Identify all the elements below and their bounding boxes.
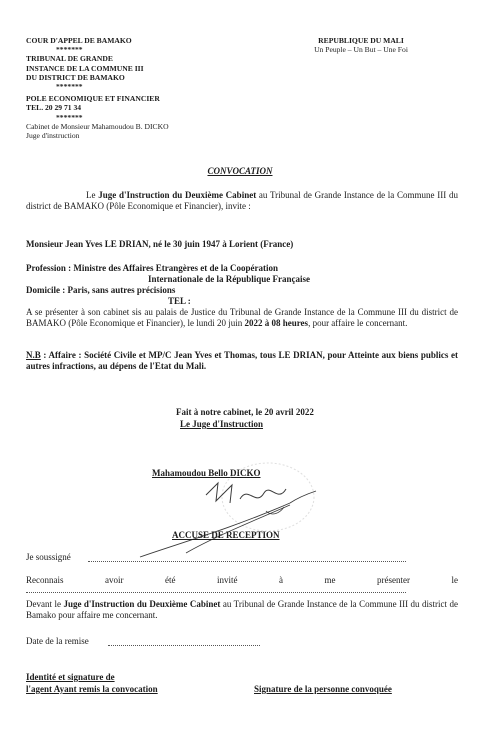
summons-part2: , pour affaire le concernant.	[308, 318, 408, 329]
pole-economique: POLE ECONOMIQUE ET FINANCIER	[26, 94, 160, 104]
signed-role: Le Juge d'Instruction	[180, 419, 264, 429]
before-bold: Juge d'Instruction du Deuxième Cabinet	[63, 599, 221, 609]
ack-word-6: me	[324, 575, 336, 585]
ack-word-8: le	[451, 575, 458, 585]
tel-number: TEL. 20 29 71 34	[26, 103, 82, 113]
court-appeal: COUR D'APPEL DE BAMAKO	[26, 36, 132, 45]
acknowledge-dotted-line[interactable]	[26, 586, 406, 593]
cabinet-name: Cabinet de Monsieur Mahamoudou B. DICKO	[26, 121, 169, 131]
delivery-date-label: Date de la remise	[26, 636, 89, 646]
summons-paragraph	[26, 307, 458, 329]
before-part2: au Tribunal de Grande Instance de la Commune III du district de Bamako pour affaire me concernant.	[26, 599, 458, 621]
before-part1: Devant le	[26, 599, 64, 609]
right-header	[276, 36, 446, 54]
handwritten-signature	[120, 455, 360, 565]
stars-2: *******	[56, 82, 83, 92]
stars-1: *******	[56, 45, 83, 55]
left-header	[26, 36, 226, 140]
person-line: Monsieur Jean Yves LE DRIAN, né le 30 juin 1947 à Lorient (France)	[26, 239, 294, 249]
tribunal-line1: TRIBUNAL DE GRANDE	[26, 54, 113, 64]
ack-word-3: été	[165, 575, 176, 585]
juge-instruction-label: Juge d'instruction	[26, 131, 80, 141]
agent-signature-line1: Identité et signature de	[26, 672, 115, 682]
tribunal-line3: DU DISTRICT DE BAMAKO	[26, 72, 125, 82]
nb-paragraph	[26, 350, 458, 372]
ack-word-4: invité	[217, 575, 238, 585]
signed-place-date: Fait à notre cabinet, le 20 avril 2022	[176, 407, 314, 417]
tel-label: TEL :	[168, 296, 191, 306]
summons-bold: 2022 à 08 heures	[244, 318, 309, 329]
nb-text: : Affaire : Société Civile et MP/C Jean Yves et Thomas, tous LE DRIAN, pour Atteinte aux biens publics et autres infractions, au dépens de l'Etat du Mali.	[26, 350, 458, 372]
tribunal-line2: INSTANCE DE LA COMMUNE III	[26, 63, 144, 73]
ack-word-1: Reconnais	[26, 575, 64, 585]
intro-part1: Le	[86, 190, 99, 200]
stars-3: *******	[56, 112, 83, 122]
ack-word-7: présenter	[377, 575, 410, 585]
judge-name: Mahamoudou Bello DICKO	[152, 468, 261, 478]
intro-part2: au Tribunal de Grande Instance de la Commune III du district de BAMAKO (Pôle Economique et Financier), invite :	[26, 190, 458, 212]
nb-label: N.B	[26, 350, 41, 360]
ack-word-2: avoir	[105, 575, 124, 585]
undersigned-label: Je soussigné	[26, 552, 71, 562]
convoked-signature: Signature de la personne convoquée	[254, 684, 392, 694]
motto: Un Peuple – Un But – Une Foi	[314, 45, 408, 55]
acknowledge-line	[26, 575, 458, 586]
intro-paragraph	[26, 190, 458, 212]
receipt-title: ACCUSE DE RECEPTION	[172, 530, 280, 540]
profession-line2: Internationale de la République Française	[148, 274, 311, 284]
before-paragraph	[26, 599, 458, 621]
agent-signature-line2: l'agent Ayant remis la convocation	[26, 684, 158, 694]
intro-bold: Juge d'Instruction du Deuxième Cabinet	[98, 190, 257, 200]
delivery-date-field[interactable]	[108, 637, 260, 646]
profession-line1: Profession : Ministre des Affaires Etrangères et de la Coopération	[26, 263, 279, 273]
document-title: CONVOCATION	[207, 166, 273, 176]
domicile-line: Domicile : Paris, sans autres précisions	[26, 285, 176, 295]
summons-part1: A se présenter à son cabinet sis au palais de Justice du Tribunal de Grande Instance de la Commune III du district de BAMAKO (Pôle Economique et Financier), le lundi 20 juin	[26, 307, 458, 329]
ack-word-5: à	[279, 575, 283, 585]
undersigned-field[interactable]	[88, 553, 406, 562]
republique-mali: REPUBLIQUE DU MALI	[318, 36, 404, 45]
